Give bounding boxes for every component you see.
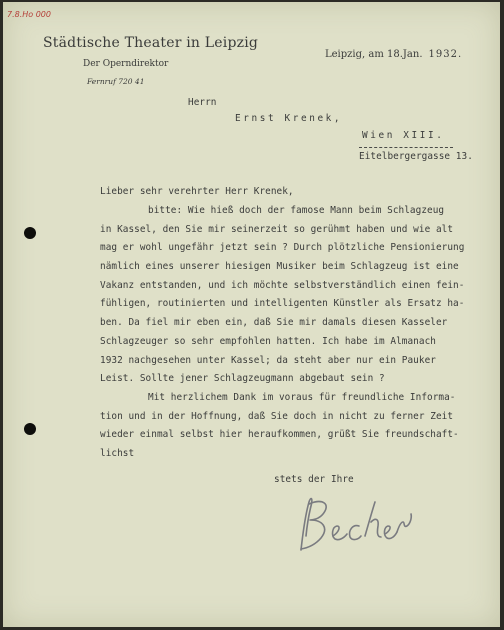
body-line: Vakanz entstanden, und ich möchte selbstverständlich einen fein- — [100, 280, 465, 291]
body-line: Lieber sehr verehrter Herr Krenek, — [100, 186, 294, 197]
letter-date — [325, 49, 462, 60]
body-line: nämlich eines unserer hiesigen Musiker beim Schlagzeug ist eine — [100, 261, 459, 272]
punch-hole — [24, 423, 36, 435]
letter-sheet — [3, 2, 500, 627]
body-line: lichst — [100, 448, 135, 459]
body-line: Schlagzeuger so sehr empfohlen hatten. Ich habe im Almanach — [100, 336, 436, 347]
body-line: wieder einmal selbst hier heraufkommen, grüßt Sie freundschaft- — [100, 429, 459, 440]
body-line: 1932 nachgesehen unter Kassel; da steht aber nur ein Pauker — [100, 355, 436, 366]
body-line: Mit herzlichem Dank im voraus für freundliche Informa- — [148, 392, 456, 403]
body-line: Leist. Sollte jener Schlagzeugmann abgebaut sein ? — [100, 373, 385, 384]
recipient-salutation: Herrn — [188, 97, 217, 108]
letterhead-subtitle: Der Operndirektor — [83, 59, 169, 69]
signature — [289, 492, 419, 562]
body-line: fühligen, routinierten und intelligenten Künstler als Ersatz ha- — [100, 298, 465, 309]
letterhead-phone: Fernruf 720 41 — [87, 77, 145, 86]
recipient-street: Eitelbergergasse 13. — [359, 151, 473, 162]
body-line: bitte: Wie hieß doch der famose Mann beim Schlagzeug — [148, 205, 445, 216]
archive-mark: 7.8.Ho 000 — [7, 10, 51, 19]
date-year: 1932. — [428, 49, 463, 60]
body-line: tion und in der Hoffnung, daß Sie doch in nicht zu ferner Zeit — [100, 411, 454, 422]
punch-hole — [24, 227, 36, 239]
body-line: mag er wohl ungefähr jetzt sein ? Durch plötzliche Pensionierung — [100, 242, 465, 253]
date-text: Leipzig, am 18.Jan. — [325, 49, 423, 60]
address-underline — [359, 147, 453, 148]
closing: stets der Ihre — [274, 474, 354, 485]
recipient-name: Ernst Krenek, — [235, 113, 343, 124]
letterhead-title: Städtische Theater in Leipzig — [43, 35, 259, 51]
recipient-city: Wien XIII. — [362, 130, 445, 141]
body-line: ben. Da fiel mir eben ein, daß Sie mir damals diesen Kasseler — [100, 317, 448, 328]
body-line: in Kassel, den Sie mir seinerzeit so gerühmt haben und wie alt — [100, 224, 454, 235]
